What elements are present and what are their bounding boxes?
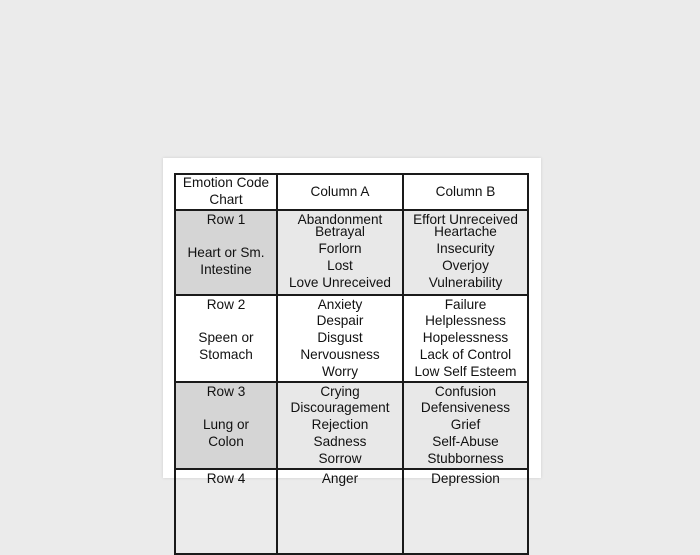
header-row bbox=[175, 174, 528, 210]
emotion-item: Vulnerability bbox=[428, 274, 503, 290]
emotion-item: Crying bbox=[320, 383, 360, 399]
row-label-line: Intestine bbox=[200, 261, 252, 277]
emotion-item: Hopelessness bbox=[422, 330, 509, 346]
emotion-item: Defensiveness bbox=[420, 400, 511, 416]
emotion-item: Discouragement bbox=[290, 400, 390, 416]
column-b-cell bbox=[403, 210, 528, 295]
emotion-item: Abandonment bbox=[297, 211, 383, 227]
chart-title-cell bbox=[175, 174, 277, 210]
table-row bbox=[175, 469, 528, 554]
row-label-line: Row 4 bbox=[206, 470, 246, 486]
emotion-item: Insecurity bbox=[436, 241, 495, 257]
row-label-line bbox=[176, 313, 276, 330]
column-b-cell bbox=[403, 469, 528, 554]
emotion-item: Forlorn bbox=[318, 241, 362, 257]
table-row bbox=[175, 210, 528, 295]
row-label-line bbox=[176, 228, 276, 245]
title-line: Emotion Code bbox=[182, 175, 270, 190]
row-label-line: Heart or Sm. bbox=[187, 245, 265, 261]
emotion-code-chart-table bbox=[174, 173, 529, 555]
emotion-item: Grief bbox=[450, 417, 481, 433]
column-a-cell bbox=[277, 295, 403, 382]
emotion-item: Lost bbox=[327, 257, 353, 273]
emotion-item: Sadness bbox=[313, 433, 367, 449]
row-label-line: Speen or bbox=[198, 330, 254, 346]
row-label-cell bbox=[175, 469, 277, 554]
column-a-cell bbox=[277, 382, 403, 469]
emotion-item: Depression bbox=[431, 470, 500, 486]
row-label-line: Colon bbox=[208, 433, 244, 449]
column-b-cell bbox=[403, 382, 528, 469]
emotion-item: Helplessness bbox=[425, 313, 506, 329]
emotion-item: Anger bbox=[321, 470, 359, 486]
emotion-item: Despair bbox=[316, 313, 364, 329]
row-label-line: Stomach bbox=[199, 346, 253, 362]
emotion-item: Stubborness bbox=[427, 450, 504, 466]
column-b-header: Column B bbox=[403, 174, 528, 210]
row-label-line: Lung or bbox=[202, 417, 250, 433]
emotion-item: Lack of Control bbox=[419, 346, 512, 362]
row-label-line bbox=[176, 400, 276, 417]
emotion-item: Nervousness bbox=[300, 346, 380, 362]
emotion-item: Overjoy bbox=[442, 257, 489, 273]
column-a-header: Column A bbox=[277, 174, 403, 210]
column-a-cell bbox=[277, 210, 403, 295]
emotion-item: Self-Abuse bbox=[432, 433, 499, 449]
row-label-line: Row 3 bbox=[206, 383, 246, 399]
emotion-item: Worry bbox=[322, 363, 358, 379]
emotion-item: Rejection bbox=[311, 417, 369, 433]
emotion-item: Love Unreceived bbox=[288, 274, 391, 290]
emotion-item: Heartache bbox=[434, 224, 497, 240]
emotion-item: Sorrow bbox=[318, 450, 362, 466]
row-label-cell bbox=[175, 382, 277, 469]
column-b-cell bbox=[403, 295, 528, 382]
row-label-line: Row 2 bbox=[206, 296, 246, 312]
emotion-item: Confusion bbox=[434, 383, 497, 399]
row-label-cell bbox=[175, 210, 277, 295]
emotion-item: Effort Unreceived bbox=[413, 211, 518, 227]
row-label-cell bbox=[175, 295, 277, 382]
emotion-item: Anxiety bbox=[317, 296, 363, 312]
emotion-item: Low Self Esteem bbox=[414, 363, 517, 379]
title-line: Chart bbox=[209, 191, 243, 207]
table-row bbox=[175, 382, 528, 469]
row-label-line: Row 1 bbox=[206, 211, 246, 227]
column-a-cell bbox=[277, 469, 403, 554]
emotion-item: Failure bbox=[444, 296, 487, 312]
emotion-item: Betrayal bbox=[315, 224, 365, 240]
table-row bbox=[175, 295, 528, 382]
emotion-item: Disgust bbox=[317, 330, 363, 346]
